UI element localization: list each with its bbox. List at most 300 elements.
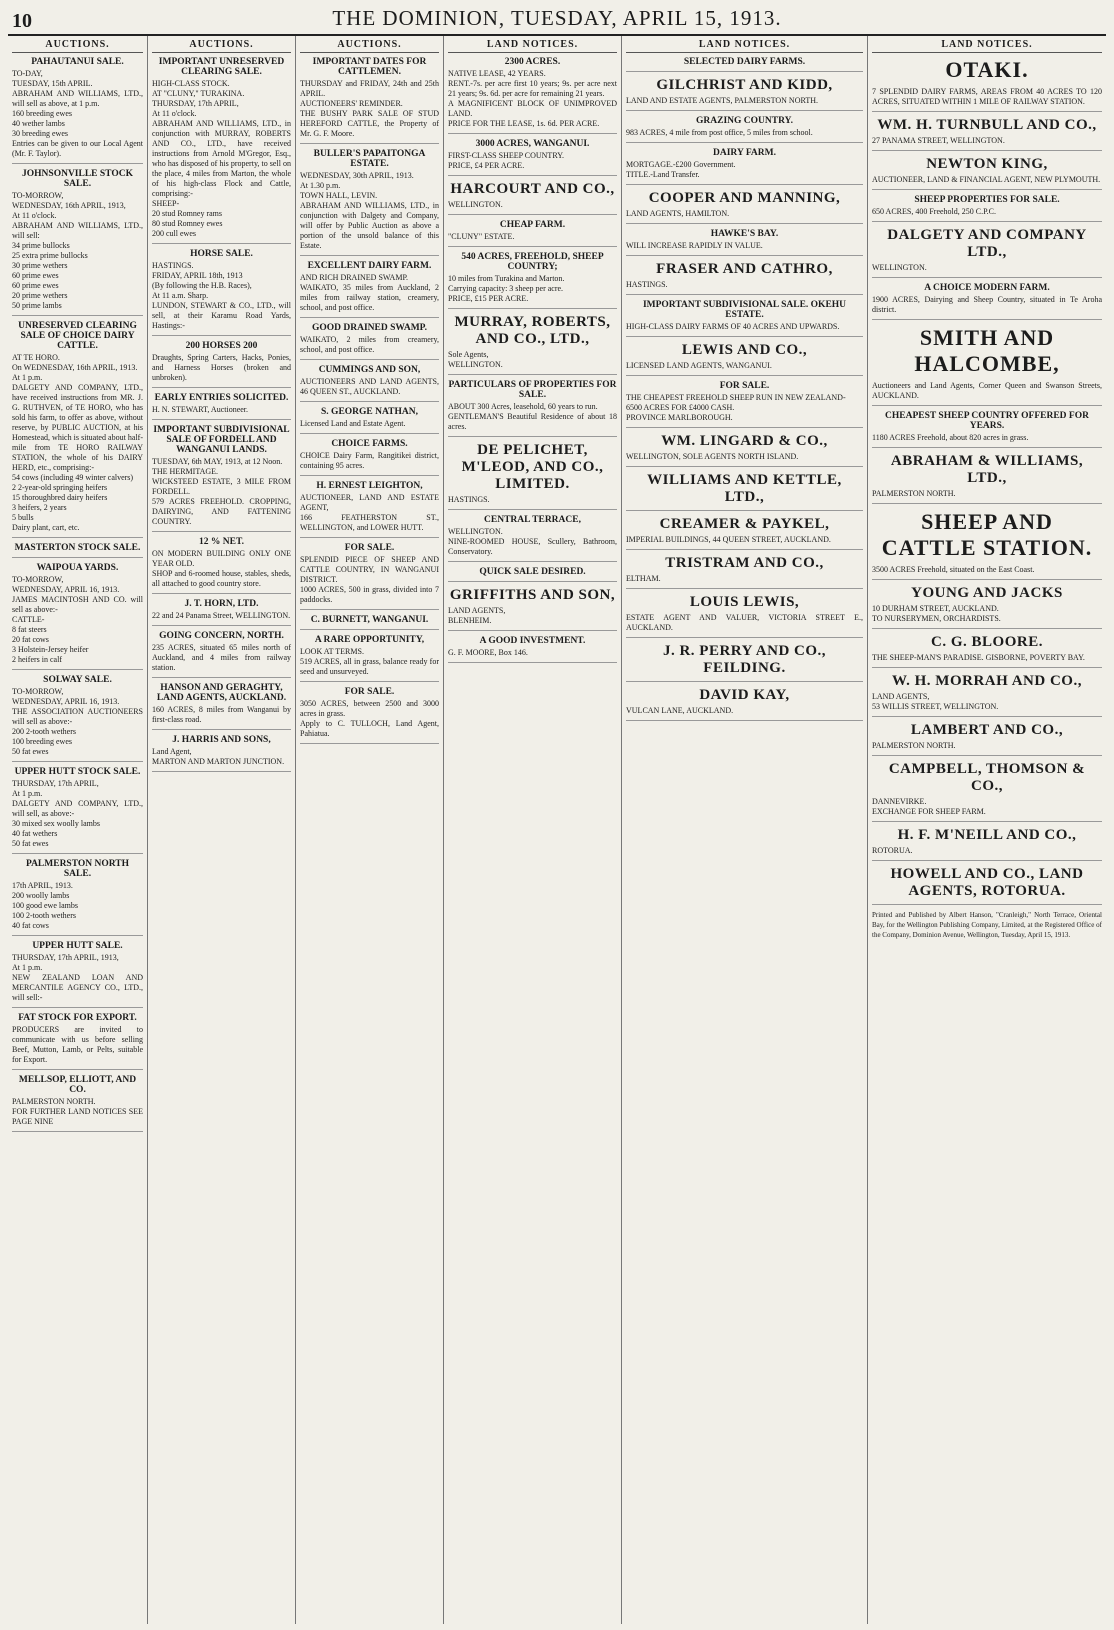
ad-text: Land Agent, [152, 747, 192, 756]
ad-text: DALGETY AND COMPANY, LTD., will sell, as above:- [12, 799, 143, 818]
advertisement [872, 585, 1102, 629]
ad-text: 50 fat ewes [12, 747, 49, 756]
ad-text: At 1.30 p.m. [300, 181, 341, 190]
divider [152, 729, 291, 730]
advertisement [872, 453, 1102, 504]
divider [626, 223, 863, 224]
advertisement [626, 516, 863, 550]
divider [626, 375, 863, 376]
ad-text: Draughts, Spring Carters, Hacks, Ponies, and Harness Horses (broken and unbroken). [152, 353, 291, 382]
advertisement [12, 859, 143, 936]
divider [448, 662, 617, 663]
advertisement [872, 57, 1102, 112]
advertisement [626, 300, 863, 337]
ad-text: 2 2-year-old springing heifers [12, 483, 108, 492]
advertisement [626, 555, 863, 589]
divider [872, 667, 1102, 668]
ad-text: 34 prime bullocks [12, 241, 70, 250]
ad-text: At 1 p.m. [12, 963, 43, 972]
ad-text: TITLE.-Land Transfer. [626, 170, 700, 179]
advertisement [12, 941, 143, 1008]
advertisement [152, 57, 291, 244]
ad-title: UPPER HUTT SALE. [32, 941, 123, 951]
ad-title: PALMERSTON NORTH SALE. [25, 859, 130, 879]
ad-text: TO-MORROW, [12, 575, 64, 584]
ad-text: CHOICE Dairy Farm, Rangitikei district, containing 95 acres. [300, 451, 439, 470]
divider [626, 336, 863, 337]
divider [626, 184, 863, 185]
ad-text: LOOK AT TERMS. [300, 647, 364, 656]
ad-text: 1900 ACRES, Dairying and Sheep Country, situated in Te Aroha district. [872, 295, 1102, 314]
divider [448, 133, 617, 134]
advertisement [300, 149, 439, 256]
ad-text: 100 breeding ewes [12, 737, 72, 746]
ad-text: WELLINGTON. [448, 200, 503, 209]
ad-text: THE ASSOCIATION AUCTIONEERS will sell as above:- [12, 707, 143, 726]
column-2 [148, 36, 296, 1624]
divider [626, 720, 863, 721]
ad-text: ESTATE AGENT AND VALUER, VICTORIA STREET E., AUCKLAND. [626, 613, 863, 632]
ad-text: 3 heifers, 2 years [12, 503, 67, 512]
divider [300, 401, 439, 402]
ad-text: FRIDAY, APRIL 18th, 1913 [152, 271, 243, 280]
ad-title: PAHAUTANUI SALE. [31, 57, 124, 67]
column-header: LAND NOTICES. [626, 36, 863, 53]
ad-text: WAIKATO, 35 miles from Auckland, 2 miles from railway station, creamery, school, and post office. [300, 283, 439, 312]
advertisement [152, 425, 291, 532]
ad-title: HORSE SALE. [190, 249, 253, 259]
divider [300, 537, 439, 538]
ad-title: BULLER'S PAPAITONGA ESTATE. [313, 149, 426, 169]
ad-text: 5 bulls [12, 513, 34, 522]
advertisement [626, 643, 863, 682]
ad-text: 8 fat steers [12, 625, 47, 634]
advertisement [152, 683, 291, 730]
ad-text: MORTGAGE.-£200 Government. [626, 160, 736, 169]
ad-text: WAIKATO, 2 miles from creamery, school, and post office. [300, 335, 439, 354]
newspaper-title: THE DOMINION, TUESDAY, APRIL 15, 1913. [332, 6, 782, 30]
ad-text: 160 breeding ewes [12, 109, 72, 118]
ad-text: NATIVE LEASE, 42 YEARS. [448, 69, 546, 78]
ad-title: GILCHRIST AND KIDD, [656, 77, 833, 93]
ad-text: 27 PANAMA STREET, WELLINGTON. [872, 136, 1005, 145]
advertisement [626, 190, 863, 224]
ad-title: IMPORTANT SUBDIVISIONAL SALE. OKEHU ESTATE. [642, 300, 847, 320]
divider [12, 1131, 143, 1132]
divider [152, 625, 291, 626]
advertisement [448, 252, 617, 309]
ad-text: SHOP and 6-roomed house, stables, sheds, all attached to good country store. [152, 569, 291, 588]
ad-title: NEWTON KING, [926, 156, 1048, 172]
ad-text: AUCTIONEERS' REMINDER. [300, 99, 403, 108]
advertisement [448, 380, 617, 437]
advertisement [152, 599, 291, 626]
ad-text: 579 ACRES FREEHOLD. CROPPING, DAIRYING, AND FATTENING COUNTRY. [152, 497, 291, 526]
advertisement [152, 341, 291, 388]
advertisement [12, 767, 143, 854]
advertisement [448, 181, 617, 215]
ad-title: DAVID KAY, [699, 687, 790, 703]
ad-text: HIGH-CLASS STOCK. [152, 79, 230, 88]
ad-text: 22 and 24 Panama Street, WELLINGTON. [152, 611, 291, 620]
advertisement [300, 261, 439, 318]
advertisement [12, 169, 143, 316]
advertisement [12, 543, 143, 558]
advertisement [448, 314, 617, 375]
advertisement [626, 472, 863, 511]
advertisement [300, 543, 439, 610]
ad-title: GOING CONCERN, NORTH. [159, 631, 284, 641]
ad-text: 30 mixed sex woolly lambs [12, 819, 100, 828]
ad-text: 60 prime ewes [12, 281, 59, 290]
ad-text: FIRST-CLASS SHEEP COUNTRY. [448, 151, 564, 160]
advertisement [152, 249, 291, 336]
ad-text: PALMERSTON NORTH. [12, 1097, 96, 1106]
divider [626, 549, 863, 550]
ad-text: WILL INCREASE RAPIDLY IN VALUE. [626, 241, 763, 250]
divider [872, 579, 1102, 580]
ad-text: WELLINGTON. [448, 527, 503, 536]
ad-text: ABRAHAM AND WILLIAMS, LTD., will sell: [12, 221, 143, 240]
ad-text: TOWN HALL, LEVIN. [300, 191, 378, 200]
advertisement [152, 735, 291, 772]
ad-text: TO-DAY, [12, 69, 43, 78]
advertisement [152, 537, 291, 594]
ad-text: WELLINGTON. [872, 263, 927, 272]
divider [626, 637, 863, 638]
advertisement [872, 509, 1102, 580]
ad-title: FAT STOCK FOR EXPORT. [18, 1013, 137, 1023]
ad-title: A GOOD INVESTMENT. [479, 636, 586, 646]
divider [626, 510, 863, 511]
divider [300, 475, 439, 476]
advertisement [872, 634, 1102, 668]
ad-text: DALGETY AND COMPANY, LTD., have received instructions from MR. J. G. RUTHVEN, of TE HORO, who has sold his farm, to offer as above, without reserve, by PUBLIC AUCTION, at his Homestead, which is situated about half-mile from TE HORO RAILWAY STATION, the whole of his DAIRY HERD, etc., comprising:- [12, 383, 143, 472]
divider [12, 935, 143, 936]
ad-title: FOR SALE. [719, 381, 770, 391]
advertisement [448, 442, 617, 510]
ad-text: 200 cull ewes [152, 229, 196, 238]
divider [300, 681, 439, 682]
ad-text: WEDNESDAY, 16th APRIL, 1913, [12, 201, 126, 210]
ad-title: UNRESERVED CLEARING SALE OF CHOICE DAIRY CATTLE. [18, 321, 137, 351]
divider [152, 677, 291, 678]
ad-title: TRISTRAM AND CO., [665, 555, 824, 571]
advertisement [626, 77, 863, 111]
ad-title: MELLSOP, ELLIOTT, AND CO. [18, 1075, 137, 1095]
advertisement [872, 866, 1102, 905]
divider [300, 609, 439, 610]
ad-text: 166 FEATHERSTON ST., WELLINGTON, and LOWER HUTT. [300, 513, 439, 532]
advertisement [626, 261, 863, 295]
advertisement [448, 515, 617, 562]
column-1 [8, 36, 148, 1624]
ad-title: GRIFFITHS AND SON, [449, 587, 616, 603]
ad-text: HIGH-CLASS DAIRY FARMS OF 40 ACRES AND UPWARDS. [626, 322, 840, 331]
ad-text: VULCAN LANE, AUCKLAND. [626, 706, 734, 715]
ad-text: AUCTIONEER, LAND & FINANCIAL AGENT, NEW PLYMOUTH. [872, 175, 1101, 184]
ad-text: G. F. MOORE, Box 146. [448, 648, 528, 657]
divider [872, 860, 1102, 861]
divider [872, 716, 1102, 717]
divider [12, 669, 143, 670]
divider [300, 317, 439, 318]
ad-title: SMITH AND HALCOMBE, [914, 325, 1060, 376]
ad-text: WEDNESDAY, 30th APRIL, 1913. [300, 171, 414, 180]
ad-text: WELLINGTON. [448, 360, 503, 369]
ad-title: OTAKI. [945, 57, 1029, 82]
ad-text: 200 2-tooth wethers [12, 727, 76, 736]
ad-text: 50 fat ewes [12, 839, 49, 848]
ad-title: GRAZING COUNTRY. [696, 116, 793, 126]
ad-text: 54 cows (including 49 winter calvers) [12, 473, 134, 482]
ad-text: LAND AND ESTATE AGENTS, PALMERSTON NORTH. [626, 96, 819, 105]
advertisement [300, 439, 439, 476]
ad-text: A MAGNIFICENT BLOCK OF UNIMPROVED LAND. [448, 99, 617, 118]
ad-title: EXCELLENT DAIRY FARM. [307, 261, 432, 271]
ad-title: SHEEP PROPERTIES FOR SALE. [914, 195, 1060, 205]
ad-title: DE PELICHET, M'LEOD, AND CO., LIMITED. [461, 442, 604, 492]
advertisement [626, 57, 863, 72]
divider [152, 531, 291, 532]
ad-text: 20 stud Romney rams [152, 209, 222, 218]
divider [12, 1007, 143, 1008]
ad-title: IMPORTANT UNRESERVED CLEARING SALE. [158, 57, 285, 77]
ad-title: CHEAP FARM. [499, 220, 566, 230]
ad-title: SHEEP AND CATTLE STATION. [881, 509, 1093, 560]
ad-text: 20 prime wethers [12, 291, 68, 300]
divider [626, 71, 863, 72]
advertisement [626, 116, 863, 143]
ad-title: WILLIAMS AND KETTLE, LTD., [647, 472, 842, 505]
column-header: LAND NOTICES. [448, 36, 617, 53]
ad-title: CREAMER & PAYKEL, [659, 516, 830, 532]
ad-text: ELTHAM. [626, 574, 661, 583]
ad-title: C. G. BLOORE. [931, 634, 1043, 650]
divider [872, 221, 1102, 222]
advertisement [12, 321, 143, 538]
ad-title: IMPORTANT DATES FOR CATTLEMEN. [312, 57, 427, 77]
ad-title: WM. LINGARD & CO., [661, 433, 828, 449]
ad-title: PARTICULARS OF PROPERTIES FOR SALE. [448, 380, 617, 400]
ad-text: 40 fat wethers [12, 829, 58, 838]
advertisement [872, 227, 1102, 278]
divider [448, 214, 617, 215]
ad-text: SPLENDID PIECE OF SHEEP AND CATTLE COUNTRY, IN WANGANUI DISTRICT. [300, 555, 439, 584]
ad-text: ABOUT 300 Acres, leasehold, 60 years to run. [448, 402, 598, 411]
ad-title: A CHOICE MODERN FARM. [924, 283, 1050, 293]
column-header: LAND NOTICES. [872, 36, 1102, 53]
ad-text: LUNDON, STEWART & CO., LTD., will sell, at their Karamu Road Yards, Hastings:- [152, 301, 291, 330]
ad-text: "CLUNY" ESTATE. [448, 232, 515, 241]
ad-text: 200 woolly lambs [12, 891, 70, 900]
divider [152, 771, 291, 772]
ad-title: WM. H. TURNBULL AND CO., [877, 117, 1097, 133]
ad-title: JOHNSONVILLE STOCK SALE. [22, 169, 133, 189]
divider [448, 509, 617, 510]
ad-text: 10 DURHAM STREET, AUCKLAND. [872, 604, 999, 613]
ad-title: 12 % NET. [199, 537, 244, 547]
advertisement [300, 57, 439, 144]
column-4 [444, 36, 622, 1624]
divider [626, 681, 863, 682]
ad-text: PRICE, £4 PER ACRE. [448, 161, 525, 170]
column-header: AUCTIONS. [12, 36, 143, 53]
ad-text: ROTORUA. [872, 846, 913, 855]
ad-text: NINE-ROOMED HOUSE, Scullery, Bathroom, Conservatory. [448, 537, 617, 556]
ad-title: GOOD DRAINED SWAMP. [312, 323, 427, 333]
advertisement [12, 1013, 143, 1070]
ad-text: LAND AGENTS, [872, 692, 930, 701]
ad-text: WELLINGTON, SOLE AGENTS NORTH ISLAND. [626, 452, 799, 461]
divider [626, 294, 863, 295]
ad-text: 983 ACRES, 4 mile from post office, 5 miles from school. [626, 128, 813, 137]
column-header: AUCTIONS. [300, 36, 439, 53]
divider [872, 628, 1102, 629]
ad-title: DALGETY AND COMPANY LTD., [887, 227, 1087, 260]
ad-text: EXCHANGE FOR SHEEP FARM. [872, 807, 986, 816]
ad-title: 540 ACRES, FREEHOLD, SHEEP COUNTRY; [461, 252, 604, 272]
ad-text: Dairy plant, cart, etc. [12, 523, 80, 532]
ad-text: At 1 p.m. [12, 789, 43, 798]
advertisement [872, 283, 1102, 320]
advertisement [300, 615, 439, 630]
divider [626, 466, 863, 467]
divider [12, 557, 143, 558]
ad-text: 25 extra prime bullocks [12, 251, 88, 260]
divider [872, 821, 1102, 822]
ad-text: 3500 ACRES Freehold, situated on the East Coast. [872, 565, 1035, 574]
ad-title: COOPER AND MANNING, [648, 190, 841, 206]
ad-text: WEDNESDAY, APRIL 16, 1913. [12, 697, 120, 706]
ad-text: Licensed Land and Estate Agent. [300, 419, 406, 428]
ad-text: 15 thoroughbred dairy heifers [12, 493, 108, 502]
ad-text: CATTLE- [12, 615, 45, 624]
divider [872, 405, 1102, 406]
divider [448, 374, 617, 375]
ad-title: FRASER AND CATHRO, [656, 261, 833, 277]
divider [300, 255, 439, 256]
ad-text: ABRAHAM AND WILLIAMS, LTD., in conjunction with MURRAY, ROBERTS AND CO., LTD., have received instructions from Arnold M'Gregor, Esq., who has disposed of his property, to sell on the place, 4 miles from Marton, the whole of his high-class Flock and Cattle, comprising:- [152, 119, 291, 198]
advertisement [300, 687, 439, 744]
ad-text: At 11 a.m. Sharp. [152, 291, 209, 300]
advertisement [300, 407, 439, 434]
advertisement [448, 567, 617, 582]
column-header: AUCTIONS. [152, 36, 291, 53]
ad-text: LAND AGENTS, HAMILTON. [626, 209, 730, 218]
ad-title: CAMPBELL, THOMSON & CO., [888, 761, 1086, 794]
ad-text: 53 WILLIS STREET, WELLINGTON. [872, 702, 999, 711]
ad-title: LEWIS AND CO., [681, 342, 808, 358]
divider [448, 630, 617, 631]
ad-title: FOR SALE. [344, 687, 395, 697]
divider [12, 163, 143, 164]
column-6 [868, 36, 1106, 1624]
ad-text: On WEDNESDAY, 16th APRIL, 1913. [12, 363, 138, 372]
ad-text: HASTINGS. [448, 495, 490, 504]
ad-text: ON MODERN BUILDING ONLY ONE YEAR OLD. [152, 549, 291, 568]
divider [300, 433, 439, 434]
ad-title: QUICK SALE DESIRED. [479, 567, 586, 577]
divider [12, 761, 143, 762]
ad-text: 30 breeding ewes [12, 129, 68, 138]
ad-title: J. HARRIS AND SONS, [172, 735, 271, 745]
ad-text: 2 heifers in calf [12, 655, 62, 664]
ad-text: PRICE FOR THE LEASE, 1s. 6d. PER ACRE. [448, 119, 600, 128]
divider [152, 387, 291, 388]
ad-text: Auctioneers and Land Agents, Corner Queen and Swanson Streets, AUCKLAND. [872, 381, 1102, 400]
ad-text: TO NURSERYMEN, ORCHARDISTS. [872, 614, 1001, 623]
divider [626, 588, 863, 589]
ad-text: 235 ACRES, situated 65 miles north of Auckland, and 4 miles from railway station. [152, 643, 291, 672]
ad-text: PALMERSTON NORTH. [872, 741, 956, 750]
ad-text: Entries can be given to our Local Agent (Mr. F. Taylor). [12, 139, 143, 158]
ad-text: 30 prime wethers [12, 261, 68, 270]
ad-title: UPPER HUTT STOCK SALE. [14, 767, 141, 777]
advertisement [872, 117, 1102, 151]
divider [152, 335, 291, 336]
ad-text: HASTINGS. [626, 280, 668, 289]
ad-title: EARLY ENTRIES SOLICITED. [154, 393, 289, 403]
advertisement [872, 673, 1102, 717]
advertisement [448, 220, 617, 247]
divider [300, 629, 439, 630]
ad-title: ABRAHAM & WILLIAMS, LTD., [890, 453, 1084, 486]
advertisement [872, 325, 1102, 406]
ad-text: 650 ACRES, 400 Freehold, 250 C.P.C. [872, 207, 997, 216]
ad-text: 160 ACRES, 8 miles from Wanganui by first-class road. [152, 705, 291, 724]
divider [626, 427, 863, 428]
divider [448, 308, 617, 309]
divider [872, 447, 1102, 448]
ad-title: LOUIS LEWIS, [689, 594, 800, 610]
advertisement [300, 365, 439, 402]
divider [626, 110, 863, 111]
ad-text: PALMERSTON NORTH. [872, 489, 956, 498]
ad-text: NEW ZEALAND LOAN AND MERCANTILE AGENCY CO., LTD., will sell:- [12, 973, 143, 1002]
ad-text: ABRAHAM AND WILLIAMS, LTD., will sell as above, at 1 p.m. [12, 89, 143, 108]
ad-text: AND RICH DRAINED SWAMP. [300, 273, 409, 282]
ad-text: THE HERMITAGE. [152, 467, 219, 476]
ad-title: IMPORTANT SUBDIVISIONAL SALE OF FORDELL AND WANGANUI LANDS. [153, 425, 290, 455]
ad-title: C. BURNETT, WANGANUI. [310, 615, 429, 625]
advertisement [872, 761, 1102, 822]
advertisement [872, 195, 1102, 222]
ad-text: Carrying capacity: 3 sheep per acre. [448, 284, 564, 293]
ad-text: 6500 ACRES FOR £4000 CASH. [626, 403, 735, 412]
ad-text: (By following the H.B. Races), [152, 281, 252, 290]
ad-text: 3050 ACRES, between 2500 and 3000 acres in grass. [300, 699, 439, 718]
ad-text: 50 prime lambs [12, 301, 62, 310]
divider [12, 853, 143, 854]
ad-title: H. F. M'NEILL AND CO., [897, 827, 1077, 843]
ad-text: HASTINGS. [152, 261, 194, 270]
advertisement [12, 1075, 143, 1132]
ad-text: LAND AGENTS, [448, 606, 506, 615]
ad-title: HAWKE'S BAY. [710, 229, 779, 239]
divider [300, 743, 439, 744]
ad-text: TUESDAY, 6th MAY, 1913, at 12 Noon. [152, 457, 283, 466]
ad-text: WEDNESDAY, APRIL 16, 1913. [12, 585, 120, 594]
ad-text: JAMES MACINTOSH AND CO. will sell as above:- [12, 595, 143, 614]
ad-title: S. GEORGE NATHAN, [321, 407, 418, 417]
column-5 [622, 36, 868, 1624]
ad-text: FOR FURTHER LAND NOTICES SEE PAGE NINE [12, 1107, 143, 1126]
advertisement [872, 827, 1102, 861]
divider [152, 243, 291, 244]
advertisement [626, 433, 863, 467]
ad-text: 40 wether lambs [12, 119, 65, 128]
